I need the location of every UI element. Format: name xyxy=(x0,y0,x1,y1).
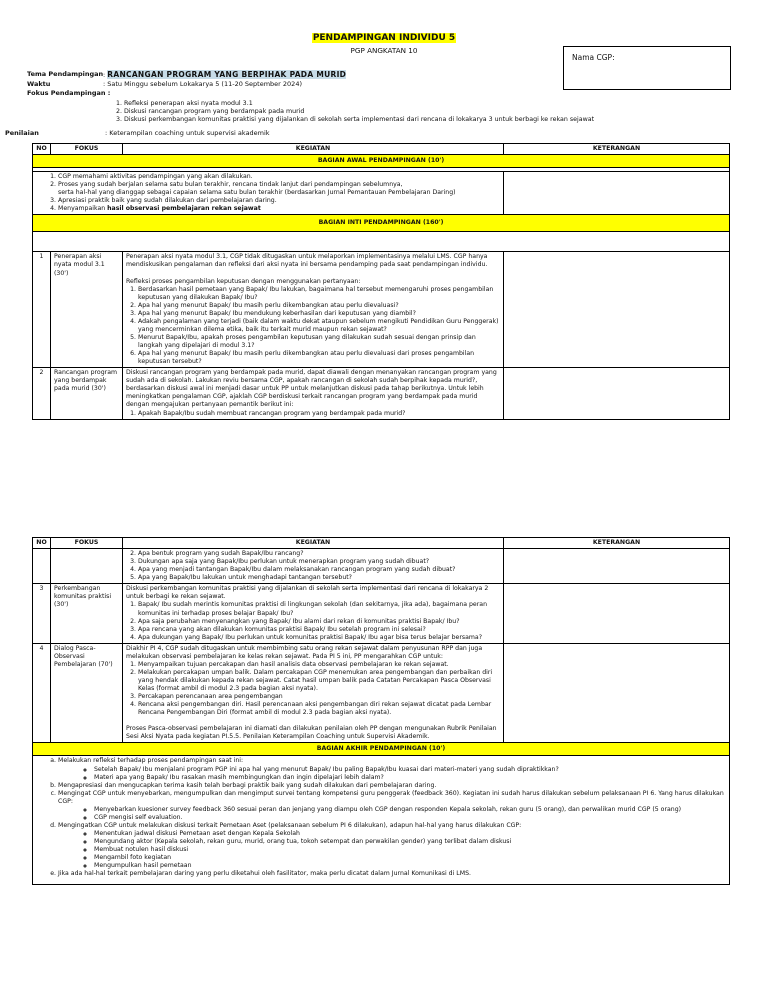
question-item: 4. Apa yang menjadi tantangan Bapak/Ibu dalam melaksanakan rancangan program yang sudah dibuat? xyxy=(138,566,500,574)
row-1-kegiatan: Penerapan aksi nyata modul 3.1, CGP tidak ditugaskan untuk melaporkan implementasinya melalui LMS. CGP hanya mendiskusikan pengalaman dan refleksi dari aksi nyata ini bersama pendamping pada saat pendampingan individu. Refleksi proses pengambilan keputusan dengan menggunakan pertanyaan: 1. Berdasarkan hasil pemetaan yang Bapak/ Ibu lakukan, bagaimana hal tersebut memengaruhi proses pengambilan keputusan yang dilakukan Bapak/ Ibu? 2. Apa hal yang menurut Bapak/ Ibu masih perlu dikembangkan atau perlu dievaluasi? 3. Apa hal yang menurut Bapak/ Ibu mendukung keberhasilan dari keputusan yang diambil? 4. Adakah pengalaman yang terjadi (baik dalam waktu dekat ataupun sebelum mengikuti Pendidikan Guru Penggerak) yang mencerminkan dilema etika, baik itu terkait murid maupun rekan sejawat? 5. Menurut Bapak/Ibu, apakah proses pengambilan keputusan yang dilakukan sudah sesuai dengan prinsip dan langkah yang dipelajari di modul 3.1? 6. Apa hal yang menurut Bapak/ Ibu masih perlu dikembangkan atau perlu dievaluasi dari proses pengambilan keputusan tersebut? xyxy=(123,252,504,368)
akhir-subitem: ◦ Mengumpulkan hasil pemetaan xyxy=(94,862,726,870)
row-4-no: 4 xyxy=(33,643,51,743)
row-3-fokus: Perkembangan komunitas praktisi (30') xyxy=(51,584,123,643)
step-item: 2. Melakukan percakapan umpan balik. Dalam percakapan CGP menemukan area pengembangan dan perbaikan diri yang hendak dilakukan kepada rekan sejawat. Catat hasil umpan balik pada Catatan Percakapan Pasca Observasi Kelas (format ambil di modul 2.3 pada bagian aksi nyata). xyxy=(138,669,500,693)
fokus-item: 3. Diskusi perkembangan komunitas praktisi yang dijalankan di sekolah serta implementasi dari rencana di lokakarya 3 untuk berbagi ke rekan sejawat xyxy=(124,116,724,124)
awal-keterangan xyxy=(504,172,730,215)
question-item: 2. Apa saja perubahan menyenangkan yang Bapak/ Ibu alami dari rekan di komunitas praktisi Bapak/ Ibu? xyxy=(138,618,500,626)
tema-value: RANCANGAN PROGRAM YANG BERPIHAK PADA MURID xyxy=(107,70,347,79)
akhir-subitem: ◦ Mengundang aktor (Kepala sekolah, rekan guru, murid, orang tua, tokoh setempat dan perwakilan gender) yang terlibat dalam diskusi xyxy=(94,838,726,846)
row-1-keterangan xyxy=(504,252,730,368)
col-header-no: NO xyxy=(33,538,51,549)
akhir-item: d. Mengingatkan CGP untuk melakukan diskusi terkait Pemetaan Aset (pelaksanaan sebelum PI 6 dilakukan), adapun hal-hal yang harus dilakukan CGP: ◦ Menentukan jadwal diskusi Pemetaan aset dengan Kepala Sekolah ◦ Mengundang aktor (Kepala sekolah, rekan guru, murid, orang tua, tokoh setempat dan perwakilan gender) yang terlibat dalam diskusi ◦ Membuat notulen hasil diskusi ◦ Mengambil foto kegiatan ◦ Mengumpulkan hasil pemetaan xyxy=(58,822,726,870)
row-2-kegiatan-cont xyxy=(123,549,504,584)
col-header-keterangan: KETERANGAN xyxy=(504,538,730,549)
akhir-subitem: ◦ Membuat notulen hasil diskusi xyxy=(94,846,726,854)
row-1-fokus: Penerapan aksi nyata modul 3.1 (30') xyxy=(51,252,123,368)
document-subtitle: PGP ANGKATAN 10 xyxy=(350,46,418,55)
awal-item: 2. Proses yang sudah berjalan selama satu bulan terakhir, rencana tindak lanjut dari pendampingan sebelumnya, serta hal-hal yang dianggap sebagai capaian selama satu bulan terakhir (berdasarkan Jurnal Pemantauan Pembelajaran Daring) xyxy=(58,181,500,197)
row-2-keterangan xyxy=(504,368,730,419)
step-item: 1. Menyampaikan tujuan percakapan dan hasil analisis data observasi pembelajaran ke rekan sejawat. xyxy=(138,661,500,669)
akhir-subitem: ◦ Setelah Bapak/ Ibu menjalani program PGP ini apa hal yang menurut Bapak/ Ibu paling Bapak/Ibu kuasai dari materi-materi yang sudah dipraktikkan? xyxy=(94,766,726,774)
akhir-item: a. Melakukan refleksi terhadap proses pendampingan saat ini: ◦ Setelah Bapak/ Ibu menjalani program PGP ini apa hal yang menurut Bapak/ Ibu paling Bapak/Ibu kuasai dari materi-materi yang sudah dipraktikkan? ◦ Materi apa yang Bapak/ Ibu rasakan masih membingungkan dan ingin dipelajari lebih dalam? xyxy=(58,757,726,781)
awal-item: 3. Apresiasi praktik baik yang sudah dilakukan dari pembelajaran daring. xyxy=(58,197,500,205)
col-header-no: NO xyxy=(33,144,51,155)
penilaian-value: : Keterampilan coaching untuk supervisi akademik xyxy=(105,129,270,137)
akhir-subitem: ◦ CGP mengisi self evaluation. xyxy=(94,814,726,822)
fokus-item: 1. Refleksi penerapan aksi nyata modul 3.1 xyxy=(124,100,724,108)
akhir-subitem: ◦ Menyebarkan kuesioner survey feedback 360 sesuai peran dan jenjang yang diampu oleh CGP dengan responden Kepala sekolah, rekan guru (5 orang), dan perwalikan murid CGP (5 orang) xyxy=(94,806,726,814)
row-3-no: 3 xyxy=(33,584,51,643)
meta-penilaian xyxy=(5,129,605,139)
row-3-kegiatan: Diskusi perkembangan komunitas praktisi yang dijalankan di sekolah serta implementasi dari rencana di lokakarya 2 untuk berbagi ke rekan sejawat. 1. Bapak/ Ibu sudah merintis komunitas praktisi di lingkungan sekolah (dan sekitarnya, jika ada), bagaimana peran komunitas ini terhadap proses belajar Bapak/ Ibu? 2. Apa saja perubahan menyenangkan yang Bapak/ Ibu alami dari rekan di komunitas praktisi Bapak/ Ibu? 3. Apa rencana yang akan dilakukan komunitas praktisi Bapak/ Ibu setelah program ini selesai? 4. Apa dukungan yang Bapak/ Ibu perlukan untuk komunitas praktisi Bapak/ Ibu agar bisa terus belajar bersama? xyxy=(123,584,504,643)
fokus-list xyxy=(112,100,724,125)
step-item: 3. Percakapan perencanaan area pengembangan xyxy=(138,693,500,701)
section-band-awal: BAGIAN AWAL PENDAMPINGAN (10') xyxy=(33,155,730,168)
akhir-content xyxy=(33,756,730,885)
awal-content xyxy=(33,172,504,215)
meta-fokus xyxy=(27,89,547,99)
activity-table-page2 xyxy=(32,537,730,885)
akhir-item: b. Mengapresiasi dan mengucapkan terima kasih telah berbagi praktik baik yang sudah dilakukan dari pembelajaran daring. xyxy=(58,782,726,790)
question-item: 2. Apa hal yang menurut Bapak/ Ibu masih perlu dikembangkan atau perlu dievaluasi? xyxy=(138,302,500,310)
activity-table-page1 xyxy=(32,143,730,420)
question-item: 1. Berdasarkan hasil pemetaan yang Bapak/ Ibu lakukan, bagaimana hal tersebut memengaruhi proses pengambilan keputusan yang dilakukan Bapak/ Ibu? xyxy=(138,286,500,302)
meta-tema: Tema Pendampingan : RANCANGAN PROGRAM YANG BERPIHAK PADA MURID xyxy=(27,70,347,79)
question-item: 5. Apa yang Bapak/Ibu lakukan untuk menghadapi tantangan tersebut? xyxy=(138,574,500,582)
question-item: 1. Apakah Bapak/Ibu sudah membuat rancangan program yang berdampak pada murid? xyxy=(138,410,500,418)
step-item: 4. Rencana aksi pengembangan diri. Hasil perencanaan aksi pengembangan diri rekan sejawat dicatat pada Lembar Rencana Pengembangan Diri (format ambil di modul 2.3 pada bagian aksi nyata). xyxy=(138,701,500,717)
question-item: 5. Menurut Bapak/Ibu, apakah proses pengambilan keputusan yang dilakukan sudah sesuai dengan prinsip dan langkah yang dipelajari di modul 3.1? xyxy=(138,334,500,350)
cgp-name-box[interactable] xyxy=(563,46,731,90)
question-item: 1. Bapak/ Ibu sudah merintis komunitas praktisi di lingkungan sekolah (dan sekitarnya, jika ada), bagaimana peran komunitas ini terhadap proses belajar Bapak/ Ibu? xyxy=(138,601,500,617)
col-header-keterangan: KETERANGAN xyxy=(504,144,730,155)
row-2-fokus: Rancangan program yang berdampak pada murid (30') xyxy=(51,368,123,419)
waktu-label: Waktu xyxy=(27,80,51,88)
row-2-kegiatan: Diskusi rancangan program yang berdampak pada murid, dapat diawali dengan menanyakan rancangan program yang sudah ada di sekolah. Lakukan reviu bersama CGP, apakah rancangan di sekolah sudah berpihak kepada murid?, berdasarkan diskusi awal ini menjadi dasar untuk PP untuk melanjutkan diskusi pada tahap berikutnya. Untuk lebih meningkatkan pengalaman CGP, ajaklah CGP berdiskusi terkait rancangan program yang berdampak pada murid dengan mengajukan pertanyaan pemantik berikut ini: 1. Apakah Bapak/Ibu sudah membuat rancangan program yang berdampak pada murid? xyxy=(123,368,504,419)
section-band-inti: BAGIAN INTI PENDAMPINGAN (160') xyxy=(33,215,730,232)
question-item: 4. Apa dukungan yang Bapak/ Ibu perlukan untuk komunitas praktisi Bapak/ Ibu agar bisa terus belajar bersama? xyxy=(138,634,500,642)
question-item: 2. Apa bentuk program yang sudah Bapak/Ibu rancang? xyxy=(138,550,500,558)
row-3-keterangan xyxy=(504,584,730,643)
akhir-subitem: ◦ Mengambil foto kegiatan xyxy=(94,854,726,862)
question-item: 3. Dukungan apa saja yang Bapak/Ibu perlukan untuk menerapkan program yang sudah dibuat? xyxy=(138,558,500,566)
akhir-item: c. Mengingat CGP untuk menyebarkan, mengumpulkan dan mengimput survei tentang kompetensi guru penggerak (feedback 360). Kegiatan ini sudah harus dilakukan sebelum pelaksanaan PI 6. Yang harus dilakukan CGP: ◦ Menyebarkan kuesioner survey feedback 360 sesuai peran dan jenjang yang diampu oleh CGP dengan responden Kepala sekolah, rekan guru (5 orang), dan perwalikan murid CGP (5 orang) ◦ CGP mengisi self evaluation. xyxy=(58,790,726,822)
akhir-subitem: ◦ Menentukan jadwal diskusi Pemetaan aset dengan Kepala Sekolah xyxy=(94,830,726,838)
col-header-fokus: FOKUS xyxy=(51,144,123,155)
awal-item: 4. Menyampaikan hasil observasi pembelajaran rekan sejawat xyxy=(58,205,500,213)
penilaian-label: Penilaian xyxy=(5,129,39,137)
col-header-fokus: FOKUS xyxy=(51,538,123,549)
cgp-name-label: Nama CGP: xyxy=(572,53,615,62)
document-title: PENDAMPINGAN INDIVIDU 5 xyxy=(312,33,456,43)
fokus-label: Fokus Pendampingan : xyxy=(27,89,111,97)
row-4-keterangan xyxy=(504,643,730,743)
question-item: 6. Apa hal yang menurut Bapak/ Ibu masih perlu dikembangkan atau perlu dievaluasi dari proses pengambilan keputusan tersebut? xyxy=(138,350,500,366)
question-item: 3. Apa hal yang menurut Bapak/ Ibu mendukung keberhasilan dari keputusan yang diambil? xyxy=(138,310,500,318)
section-band-akhir: BAGIAN AKHIR PENDAMPINGAN (10') xyxy=(33,743,730,756)
row-4-kegiatan: Diakhir PI 4, CGP sudah ditugaskan untuk membimbing satu orang rekan sejawat dalam penyusunan RPP dan juga melakukan observasi pembelajaran ke kelas rekan sejawat. Pada PI 5 ini, PP mengarahkan CGP untuk: 1. Menyampaikan tujuan percakapan dan hasil analisis data observasi pembelajaran ke rekan sejawat. 2. Melakukan percakapan umpan balik. Dalam percakapan CGP menemukan area pengembangan dan perbaikan diri yang hendak dilakukan kepada rekan sejawat. Catat hasil umpan balik pada Catatan Percakapan Pasca Observasi Kelas (format ambil di modul 2.3 pada bagian aksi nyata). 3. Percakapan perencanaan area pengembangan 4. Rencana aksi pengembangan diri. Hasil perencanaan aksi pengembangan diri rekan sejawat dicatat pada Lembar Rencana Pengembangan Diri (format ambil di modul 2.3 pada bagian aksi nyata). Proses Pasca-observasi pembelajaran ini diamati dan dilakukan penilaian oleh PP dengan mengunakan Rubrik Penilaian Sesi Aksi Nyata pada kegiatan PI.5.5. Penilaian Keterampilan Coaching untuk Supervisi Akademik. xyxy=(123,643,504,743)
row-2-no: 2 xyxy=(33,368,51,419)
akhir-item: e. Jika ada hal-hal terkait pembelajaran daring yang perlu diketahui oleh fasilitator, maka perlu dicatat dalam Jurnal Komunikasi di LMS. xyxy=(58,870,726,878)
tema-label: Tema Pendampingan xyxy=(27,70,104,78)
awal-item: 1. CGP memahami aktivitas pendampingan yang akan dilakukan. xyxy=(58,173,500,181)
question-item: 4. Adakah pengalaman yang terjadi (baik dalam waktu dekat ataupun sebelum mengikuti Pendidikan Guru Penggerak) yang mencerminkan dilema etika, baik itu terkait murid maupun rekan sejawat? xyxy=(138,318,500,334)
question-item: 3. Apa rencana yang akan dilakukan komunitas praktisi Bapak/ Ibu setelah program ini selesai? xyxy=(138,626,500,634)
row-4-fokus: Dialog Pasca-Observasi Pembelajaran (70') xyxy=(51,643,123,743)
row-1-no: 1 xyxy=(33,252,51,368)
fokus-item: 2. Diskusi rancangan program yang berdampak pada murid xyxy=(124,108,724,116)
waktu-value: : Satu Minggu sebelum Lokakarya 5 (11-20 September 2024) xyxy=(103,80,302,88)
akhir-subitem: ◦ Materi apa yang Bapak/ Ibu rasakan masih membingungkan dan ingin dipelajari lebih dalam? xyxy=(94,774,726,782)
col-header-kegiatan: KEGIATAN xyxy=(123,144,504,155)
col-header-kegiatan: KEGIATAN xyxy=(123,538,504,549)
